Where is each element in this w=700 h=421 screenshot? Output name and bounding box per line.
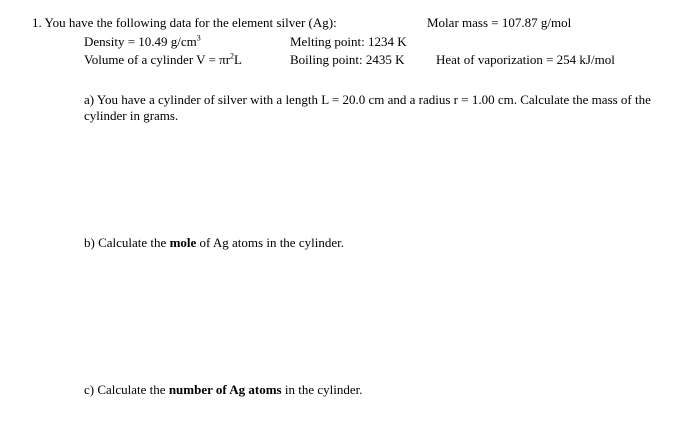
part-c	[84, 382, 363, 398]
part-b-bold: mole	[169, 235, 197, 250]
volume-formula	[84, 52, 242, 68]
part-c-suffix: in the cylinder.	[281, 382, 363, 397]
part-c-bold: number of Ag atoms	[168, 382, 282, 397]
volume-prefix: Volume of a cylinder V = πr	[84, 52, 231, 67]
molar-mass: Molar mass = 107.87 g/mol	[427, 15, 572, 30]
volume-suffix: L	[234, 52, 242, 67]
part-b	[84, 235, 344, 251]
volume-exponent: 2	[230, 51, 235, 61]
question-intro: 1. You have the following data for the element silver (Ag):	[32, 15, 337, 30]
melting-point: Melting point: 1234 K	[290, 34, 407, 49]
density-exponent: 3	[196, 33, 201, 43]
density	[84, 34, 201, 50]
part-a-text: a) You have a cylinder of silver with a length L = 20.0 cm and a radius r = 1.00 cm. Calculate the mass of the cylinder in grams.	[84, 92, 651, 123]
boiling-point: Boiling point: 2435 K	[290, 52, 405, 67]
part-c-prefix: c) Calculate the	[84, 382, 169, 397]
part-b-prefix: b) Calculate the	[84, 235, 170, 250]
density-label: Density = 10.49 g/cm	[84, 34, 197, 49]
heat-of-vaporization: Heat of vaporization = 254 kJ/mol	[436, 52, 615, 67]
part-b-suffix: of Ag atoms in the cylinder.	[196, 235, 344, 250]
